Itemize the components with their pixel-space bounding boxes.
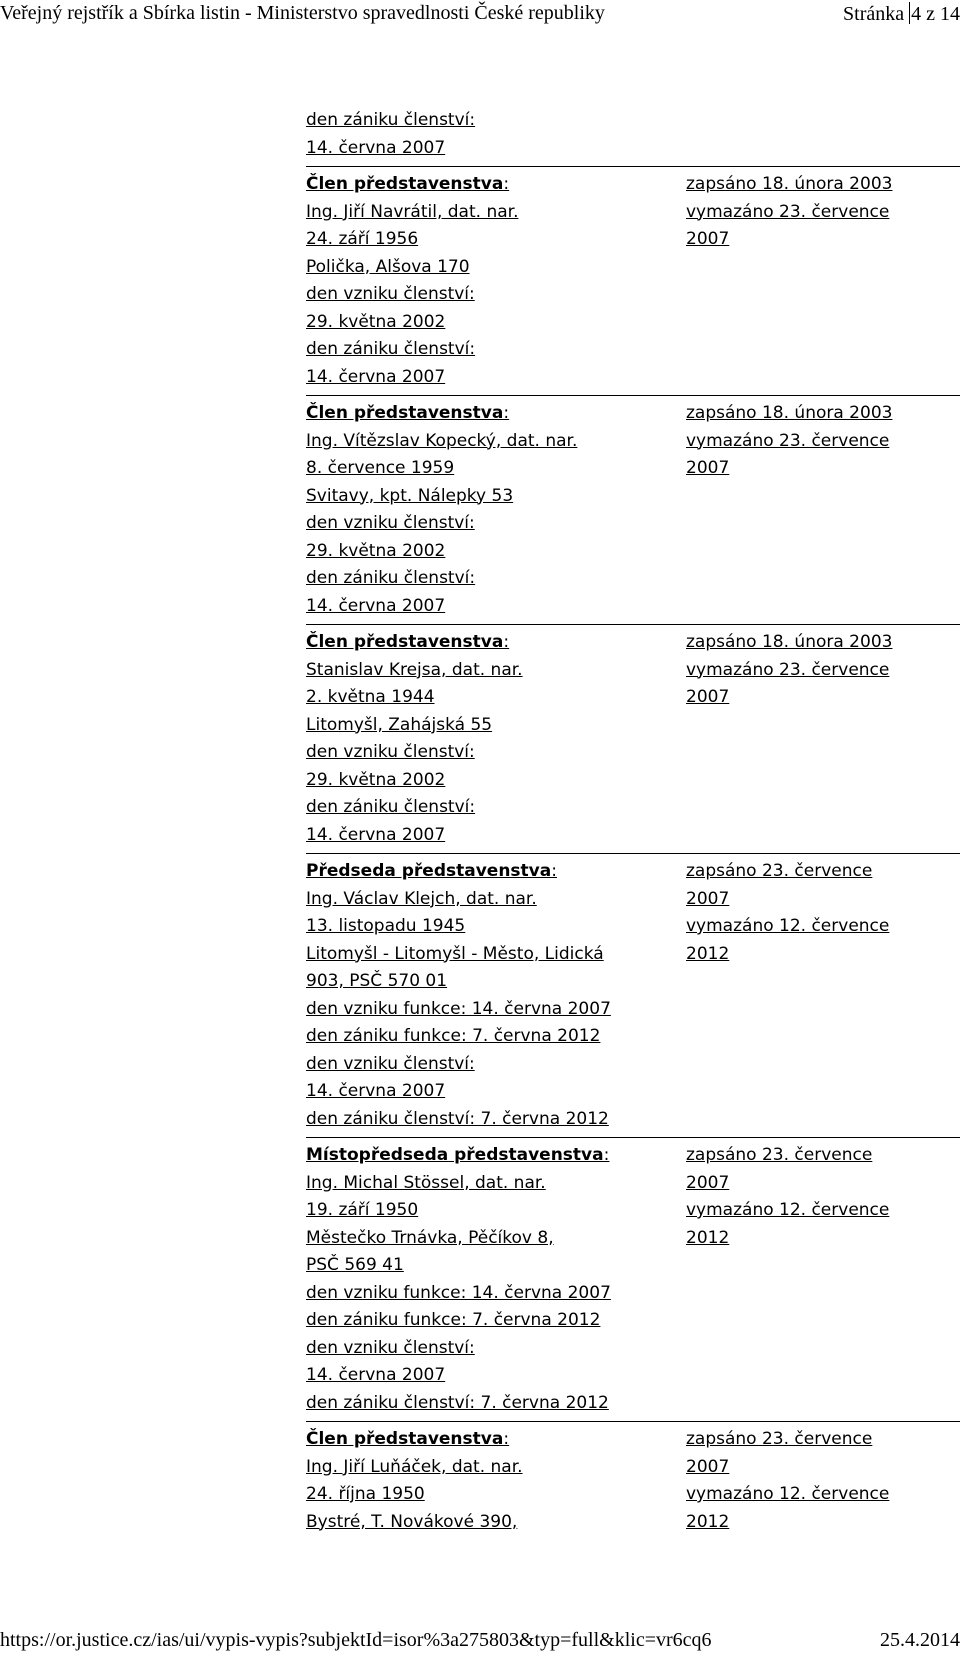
record-status-line: vymazáno 12. července: [686, 916, 890, 936]
record-details: [306, 858, 686, 1133]
record-details: [306, 171, 686, 391]
role-colon: :: [503, 1429, 510, 1449]
record-detail-line: den vzniku členství:: [306, 742, 475, 762]
record-detail-line: 14. června 2007: [306, 824, 446, 845]
record-detail-line: 14. června 2007: [306, 366, 446, 387]
record-detail-line: 8. července 1959: [306, 458, 455, 478]
record-role-line: [306, 1142, 686, 1170]
record-role: Místopředseda představenstva: [306, 1145, 604, 1165]
record-details: [306, 1142, 686, 1417]
role-colon: :: [551, 861, 557, 881]
record-detail-line: den zániku členství: 7. června 2012: [306, 1108, 609, 1129]
record-row: [306, 166, 960, 395]
record-detail-line: 29. května 2002: [306, 540, 446, 561]
record-status-line: 2007: [686, 1172, 730, 1193]
register-content: [306, 107, 960, 1540]
record-status-line: 2007: [686, 458, 730, 478]
record-detail-line: Stanislav Krejsa, dat. nar.: [306, 659, 523, 680]
record-role-line: [306, 858, 686, 886]
record-detail-line: 13. listopadu 1945: [306, 916, 466, 936]
record-detail-line: 14. června 2007: [306, 1365, 446, 1385]
record-detail-line: Ing. Michal Stössel, dat. nar.: [306, 1172, 546, 1193]
record-role-line: [306, 400, 686, 428]
role-colon: :: [603, 1145, 610, 1165]
record-status-line: zapsáno 23. července: [686, 861, 873, 881]
record-details: [306, 629, 686, 849]
record-role: Člen představenstva: [306, 174, 504, 194]
record-status: [686, 1142, 960, 1252]
record-status-line: vymazáno 12. července: [686, 1484, 890, 1504]
record-detail-line: Ing. Vítězslav Kopecký, dat. nar.: [306, 430, 578, 451]
record-detail-line: 903, PSČ 570 01: [306, 971, 448, 991]
record-detail-line: 19. září 1950: [306, 1200, 419, 1220]
record-detail-line: den vzniku členství:: [306, 1337, 475, 1358]
record-status-line: zapsáno 18. února 2003: [686, 174, 893, 194]
record-detail-line: PSČ 569 41: [306, 1255, 404, 1275]
record-role-line: [306, 171, 686, 199]
header-title: Veřejný rejstřík a Sbírka listin - Ministerstvo spravedlnosti České republiky: [0, 2, 605, 24]
role-colon: :: [503, 174, 510, 194]
record-detail-line: 24. října 1950: [306, 1484, 425, 1504]
record-detail-line: den zániku funkce: 7. června 2012: [306, 1310, 601, 1330]
record-list: [306, 166, 960, 1540]
intro-line: 14. června 2007: [306, 137, 446, 158]
record-detail-line: 2. května 1944: [306, 687, 435, 707]
page-label: Stránka: [843, 3, 905, 25]
record-status: [686, 629, 960, 712]
record-detail-line: den vzniku členství:: [306, 284, 475, 304]
record-detail-line: 14. června 2007: [306, 1081, 446, 1101]
page-header: [0, 0, 960, 36]
record-status-line: 2007: [686, 1456, 730, 1477]
record-status: [686, 1426, 960, 1536]
record-detail-line: 24. září 1956: [306, 229, 419, 249]
record-detail-line: den zániku členství:: [306, 339, 476, 359]
record-detail-line: 14. června 2007: [306, 595, 446, 616]
record-status: [686, 858, 960, 968]
record-status-line: zapsáno 23. července: [686, 1429, 873, 1449]
record-detail-line: Polička, Alšova 170: [306, 256, 470, 277]
page-footer: [0, 1627, 960, 1657]
record-detail-line: den vzniku členství:: [306, 1053, 475, 1074]
record-row: [306, 1137, 960, 1421]
record-status-line: 2012: [686, 1511, 730, 1532]
role-colon: :: [503, 403, 510, 423]
record-detail-line: den vzniku funkce: 14. června 2007: [306, 998, 611, 1019]
record-role: Člen představenstva: [306, 1429, 504, 1449]
record-status-line: 2007: [686, 687, 730, 707]
record-detail-line: den zániku členství:: [306, 568, 476, 588]
record-status-line: 2012: [686, 1227, 730, 1248]
record-detail-line: Litomyšl, Zahájská 55: [306, 714, 493, 735]
intro-line: den zániku členství:: [306, 110, 476, 130]
record-role-line: [306, 629, 686, 657]
record-detail-line: den zániku členství: 7. června 2012: [306, 1392, 609, 1413]
record-status-line: vymazáno 23. července: [686, 430, 890, 451]
record-status: [686, 400, 960, 483]
record-detail-line: Městečko Trnávka, Pěčíkov 8,: [306, 1227, 554, 1248]
record-row: [306, 1421, 960, 1540]
record-status-line: zapsáno 18. února 2003: [686, 403, 893, 423]
page-count: 4 z 14: [911, 3, 960, 25]
role-colon: :: [503, 632, 510, 652]
record-status-line: vymazáno 12. července: [686, 1200, 890, 1220]
record-role-line: [306, 1426, 686, 1454]
record-detail-line: den vzniku členství:: [306, 513, 475, 533]
intro-block: [306, 107, 960, 162]
record-detail-line: den zániku členství:: [306, 797, 476, 817]
record-detail-line: Svitavy, kpt. Nálepky 53: [306, 485, 514, 506]
record-detail-line: Ing. Jiří Navrátil, dat. nar.: [306, 201, 519, 222]
record-status-line: vymazáno 23. července: [686, 659, 890, 680]
record-role: Předseda představenstva: [306, 861, 552, 881]
footer-url: https://or.justice.cz/ias/ui/vypis-vypis?subjektId=isor%3a275803&typ=full&klic=vr6cq6: [0, 1629, 712, 1651]
record-detail-line: Bystré, T. Novákové 390,: [306, 1511, 518, 1532]
record-detail-line: den vzniku funkce: 14. června 2007: [306, 1282, 611, 1303]
record-row: [306, 395, 960, 624]
record-status-line: 2007: [686, 229, 730, 249]
record-detail-line: Ing. Jiří Luňáček, dat. nar.: [306, 1456, 523, 1477]
record-details: [306, 1426, 686, 1536]
record-status-line: 2012: [686, 943, 730, 964]
record-status: [686, 171, 960, 254]
record-detail-line: Ing. Václav Klejch, dat. nar.: [306, 888, 537, 909]
record-detail-line: 29. května 2002: [306, 769, 446, 790]
text-cursor-icon: [909, 2, 910, 24]
record-detail-line: 29. května 2002: [306, 311, 446, 332]
record-detail-line: Litomyšl - Litomyšl - Město, Lidická: [306, 943, 604, 964]
page-indicator: [843, 2, 960, 26]
footer-date: 25.4.2014: [880, 1629, 960, 1651]
record-status-line: vymazáno 23. července: [686, 201, 890, 222]
record-status-line: zapsáno 23. července: [686, 1145, 873, 1165]
record-status-line: 2007: [686, 888, 730, 909]
record-detail-line: den zániku funkce: 7. června 2012: [306, 1026, 601, 1046]
record-row: [306, 853, 960, 1137]
record-status-line: zapsáno 18. února 2003: [686, 632, 893, 652]
record-role: Člen představenstva: [306, 632, 504, 652]
record-details: [306, 400, 686, 620]
record-row: [306, 624, 960, 853]
record-role: Člen představenstva: [306, 403, 504, 423]
